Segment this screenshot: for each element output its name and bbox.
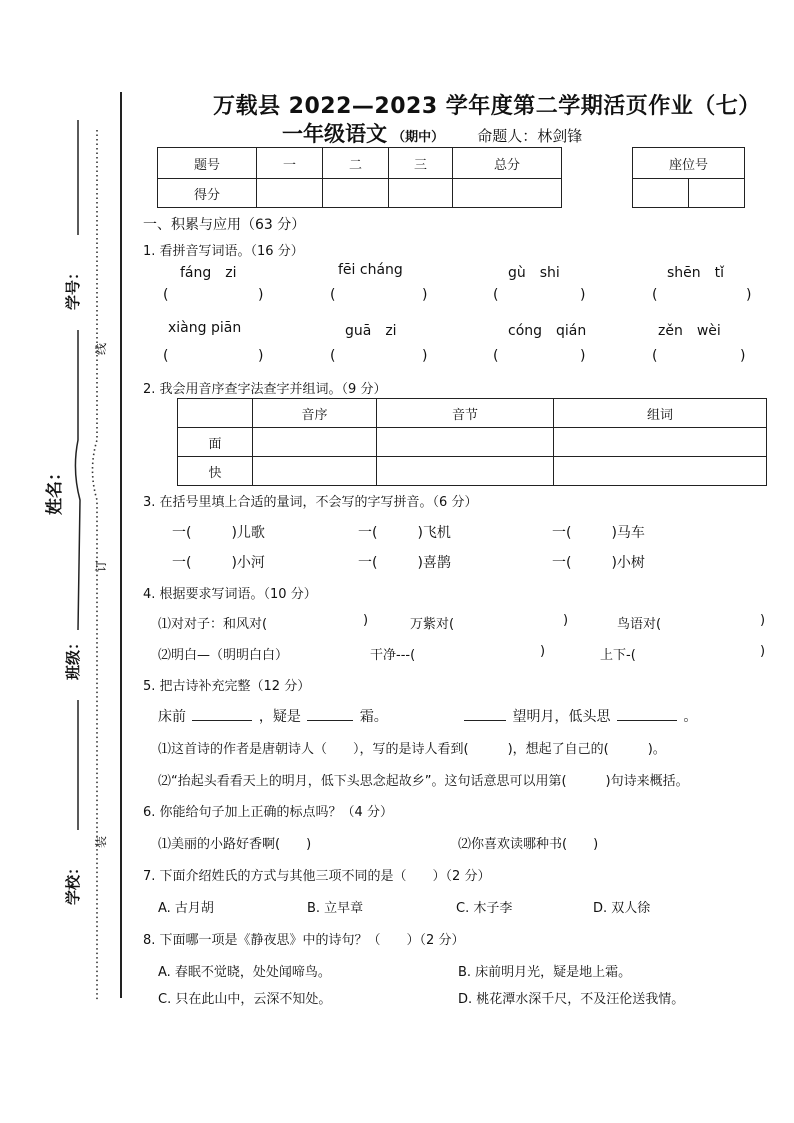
- author-label: 命题人：林剑锋: [477, 127, 583, 145]
- class-label: 班级：: [64, 634, 82, 680]
- section1-heading: 一、积累与应用（63 分）: [143, 217, 306, 233]
- q3-item-pre: 一(: [552, 525, 572, 541]
- score-header-3: 三: [389, 148, 453, 179]
- q3-item-post: )喜鹊: [417, 555, 451, 571]
- paren-open: (: [652, 348, 658, 364]
- subject-title: 一年级语文: [282, 122, 387, 146]
- q3-item: [358, 552, 451, 572]
- q4-line2-b: 干净---(: [370, 648, 416, 663]
- seat-table: [632, 147, 745, 208]
- xian-mark: 线: [94, 342, 108, 355]
- q3-item-post: )小树: [611, 555, 645, 571]
- poem-part: 。: [683, 709, 698, 725]
- poem-part: 望明月，低头思: [512, 709, 611, 725]
- pinyin: fēi cháng: [338, 262, 403, 278]
- q3-item-post: )儿歌: [231, 525, 265, 541]
- poem-part: ，疑是: [258, 709, 301, 725]
- q2-header-yinxu: 音序: [253, 399, 377, 428]
- name-label: 姓名：: [45, 464, 65, 515]
- score-cell-total[interactable]: [453, 179, 562, 208]
- q3-item: [552, 552, 645, 572]
- seat-cell[interactable]: [688, 179, 744, 208]
- q3-item-pre: 一(: [358, 555, 378, 571]
- poem-blank[interactable]: [192, 706, 252, 721]
- score-header-total: 总分: [453, 148, 562, 179]
- pinyin: fáng zi: [180, 265, 237, 281]
- q2-answer-cell[interactable]: [554, 428, 767, 457]
- q4-line1-e: 鸟语对(: [617, 617, 662, 632]
- q2-header-zuci: 组词: [554, 399, 767, 428]
- q3-item: [552, 522, 645, 542]
- q2-header-empty: [178, 399, 253, 428]
- q2-answer-cell[interactable]: [377, 428, 554, 457]
- score-cell[interactable]: [323, 179, 389, 208]
- paren-open: (: [652, 287, 658, 303]
- q5-stem: 5. 把古诗补充完整（12 分）: [143, 679, 311, 694]
- pinyin: shēn tǐ: [667, 265, 725, 281]
- q4-stem: 4. 根据要求写词语。（10 分）: [143, 587, 317, 602]
- seat-label: 座位号: [633, 148, 745, 179]
- poem-blank[interactable]: [617, 706, 677, 721]
- poem-blank[interactable]: [307, 706, 353, 721]
- paren-close: ): [746, 287, 752, 303]
- q4-line2-e: ): [760, 644, 766, 659]
- q1-stem: 1. 看拼音写词语。（16 分）: [143, 244, 304, 259]
- score-header-1: 一: [257, 148, 323, 179]
- q4-line1-b: ): [363, 613, 369, 628]
- q8-stem: 8. 下面哪一项是《静夜思》中的诗句？（ ）（2 分）: [143, 933, 465, 948]
- q8-option-b: B. 床前明月光，疑是地上霜。: [458, 965, 632, 980]
- q3-item-pre: 一(: [358, 525, 378, 541]
- paren-close: ): [580, 348, 586, 364]
- score-cell[interactable]: [257, 179, 323, 208]
- binding-lines: [0, 0, 130, 1123]
- paren-open: (: [163, 348, 169, 364]
- q8-option-a: A. 春眠不觉晓，处处闻啼鸟。: [158, 965, 331, 980]
- q4-line1-f: ): [760, 613, 766, 628]
- q2-header-yinjie: 音节: [377, 399, 554, 428]
- zhuang-mark: 装: [94, 835, 108, 848]
- q4-line2-a: ⑵明白—（明明白白）: [158, 648, 289, 663]
- q2-answer-cell[interactable]: [377, 457, 554, 486]
- q3-item-post: )马车: [611, 525, 645, 541]
- q7-option-d: D. 双人徐: [593, 901, 651, 916]
- paren-close: ): [422, 287, 428, 303]
- poem-part: 霜。: [359, 709, 388, 725]
- q5-sub1: ⑴这首诗的作者是唐朝诗人（ ），写的是诗人看到( )，想起了自己的( )。: [158, 742, 666, 757]
- q4-line2-c: ): [540, 644, 546, 659]
- paren-open: (: [330, 287, 336, 303]
- q7-stem: 7. 下面介绍姓氏的方式与其他三项不同的是（ ）（2 分）: [143, 869, 491, 884]
- q6-a: ⑴美丽的小路好香啊( ): [158, 837, 312, 852]
- score-table: [157, 147, 562, 208]
- paren-close: ): [258, 287, 264, 303]
- pinyin: zěn wèi: [658, 323, 721, 339]
- paren-open: (: [493, 348, 499, 364]
- q8-option-d: D. 桃花潭水深千尺，不及汪伦送我情。: [458, 992, 685, 1007]
- score-header-2: 二: [323, 148, 389, 179]
- poem-part: 床前: [158, 709, 186, 725]
- q7-option-c: C. 木子李: [456, 901, 513, 916]
- q8-option-c: C. 只在此山中，云深不知处。: [158, 992, 332, 1007]
- q7-option-a: A. 古月胡: [158, 901, 214, 916]
- q3-item: [358, 522, 451, 542]
- q2-table: [177, 398, 767, 486]
- score-row-label: 得分: [158, 179, 257, 208]
- q6-stem: 6. 你能给句子加上正确的标点吗？（4 分）: [143, 805, 393, 820]
- score-cell[interactable]: [389, 179, 453, 208]
- q2-row-char: 面: [178, 428, 253, 457]
- poem-blank[interactable]: [464, 706, 506, 721]
- q3-item-post: )小河: [231, 555, 265, 571]
- q2-answer-cell[interactable]: [554, 457, 767, 486]
- school-label: 学校：: [64, 859, 82, 905]
- paren-close: ): [422, 348, 428, 364]
- q4-line1-d: ): [563, 613, 569, 628]
- exam-type: （期中）: [392, 130, 445, 145]
- ding-mark: 订: [94, 559, 108, 572]
- q3-item-post: )飞机: [417, 525, 451, 541]
- seat-cell[interactable]: [633, 179, 689, 208]
- pinyin: guā zi: [345, 323, 397, 339]
- paren-close: ): [580, 287, 586, 303]
- q2-answer-cell[interactable]: [253, 428, 377, 457]
- score-header-qno: 题号: [158, 148, 257, 179]
- q2-answer-cell[interactable]: [253, 457, 377, 486]
- subject-line: [282, 118, 582, 148]
- page-title: 万载县 2022—2023 学年度第二学期活页作业（七）: [213, 94, 761, 119]
- q4-line1-c: 万紫对(: [410, 617, 455, 632]
- paren-close: ): [258, 348, 264, 364]
- q5-poem-line: [158, 706, 388, 726]
- q3-item: [172, 552, 265, 572]
- q7-option-b: B. 立早章: [307, 901, 364, 916]
- q4-line1-a: ⑴对对子：和风对(: [158, 617, 268, 632]
- q5-poem-line2: [464, 706, 697, 726]
- pinyin: cóng qián: [508, 323, 587, 339]
- q3-item-pre: 一(: [172, 525, 192, 541]
- q2-stem: 2. 我会用音序查字法查字并组词。（9 分）: [143, 382, 387, 397]
- paren-open: (: [163, 287, 169, 303]
- pinyin: gù shi: [508, 265, 560, 281]
- q3-item-pre: 一(: [172, 555, 192, 571]
- q3-item-pre: 一(: [552, 555, 572, 571]
- q6-b: ⑵你喜欢读哪种书( ): [458, 837, 599, 852]
- paren-open: (: [493, 287, 499, 303]
- paren-close: ): [740, 348, 746, 364]
- q3-item: [172, 522, 265, 542]
- paren-open: (: [330, 348, 336, 364]
- q3-stem: 3. 在括号里填上合适的量词，不会写的字写拼音。（6 分）: [143, 495, 478, 510]
- number-label: 学号：: [64, 264, 82, 310]
- q5-sub2: ⑵“抬起头看看天上的明月，低下头思念起故乡”。这句话意思可以用第( )句诗来概括。: [158, 774, 689, 789]
- q4-line2-d: 上下-(: [600, 648, 636, 663]
- q2-row-char: 快: [178, 457, 253, 486]
- pinyin: xiàng piān: [168, 320, 242, 336]
